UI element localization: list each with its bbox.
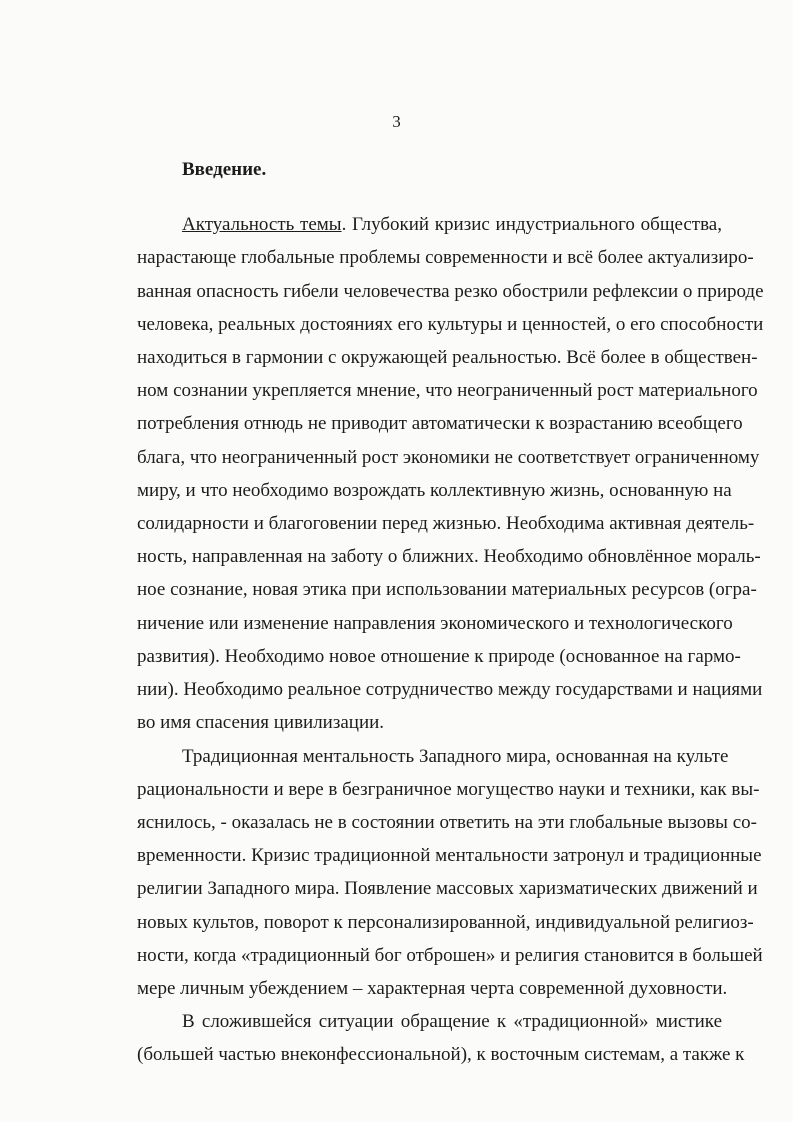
paragraph-line: ности, когда «традиционный бог отброшен» и религия становится в большей [137,945,763,966]
paragraph-line: религии Западного мира. Появление массовых харизматических движений и [137,878,758,899]
paragraph-line: Традиционная ментальность Западного мира, основанная на культе [182,746,729,767]
paragraph-line: ность, направленная на заботу о ближних. Необходимо обновлённое мораль- [137,546,761,567]
paragraph-line: нарастающе глобальные проблемы современности и всё более актуализиро- [137,247,754,268]
paragraph-line: рациональности и вере в безграничное могущество науки и техники, как вы- [137,779,760,800]
paragraph-line: временности. Кризис традиционной ментальности затронул и традиционные [137,845,762,866]
paragraph-line: яснилось, - оказалась не в состоянии ответить на эти глобальные вызовы со- [137,812,757,833]
paragraph-line: ное сознание, новая этика при использовании материальных ресурсов (огра- [137,579,757,600]
topic-relevance-label: Актуальность темы [182,214,342,235]
paragraph-line: мере личным убеждением – характерная черта современной духовности. [137,978,728,999]
paragraph-line: миру, и что необходимо возрождать коллективную жизнь, основанную на [137,480,732,501]
paragraph-line: находиться в гармонии с окружающей реальностью. Всё более в обществен- [137,347,758,368]
paragraph-line: В сложившейся ситуации обращение к «традиционной» мистике [182,1011,722,1032]
paragraph-line: новых культов, поворот к персонализированной, индивидуальной религиоз- [137,912,754,933]
paragraph-line: развития). Необходимо новое отношение к природе (основанное на гармо- [137,646,741,667]
paragraph-line: во имя спасения цивилизации. [137,712,385,733]
paragraph-line: ничение или изменение направления экономического и технологического [137,613,733,634]
section-heading: Введение. [182,159,267,180]
paragraph-line: человека, реальных достояниях его культуры и ценностей, о его способности [137,314,764,335]
paragraph-line: нии). Необходимо реальное сотрудничество между государствами и нациями [137,679,763,700]
paragraph-text: . Глубокий кризис индустриального общества, [341,214,722,235]
paragraph-line: солидарности и благоговении перед жизнью. Необходима активная деятель- [137,513,755,534]
paragraph-line: потребления отнюдь не приводит автоматически к возрастанию всеобщего [137,413,743,434]
paragraph-line: (большей частью внеконфессиональной), к восточным системам, а также к [137,1044,745,1065]
paragraph-line: ном сознании укрепляется мнение, что неограниченный рост материального [137,380,758,401]
paragraph-line [182,213,722,237]
paragraph-line: блага, что неограниченный рост экономики не соответствует ограниченному [137,447,760,468]
page-number: 3 [392,112,401,131]
paragraph-line: ванная опасность гибели человечества резко обострили рефлексии о природе [137,281,764,302]
